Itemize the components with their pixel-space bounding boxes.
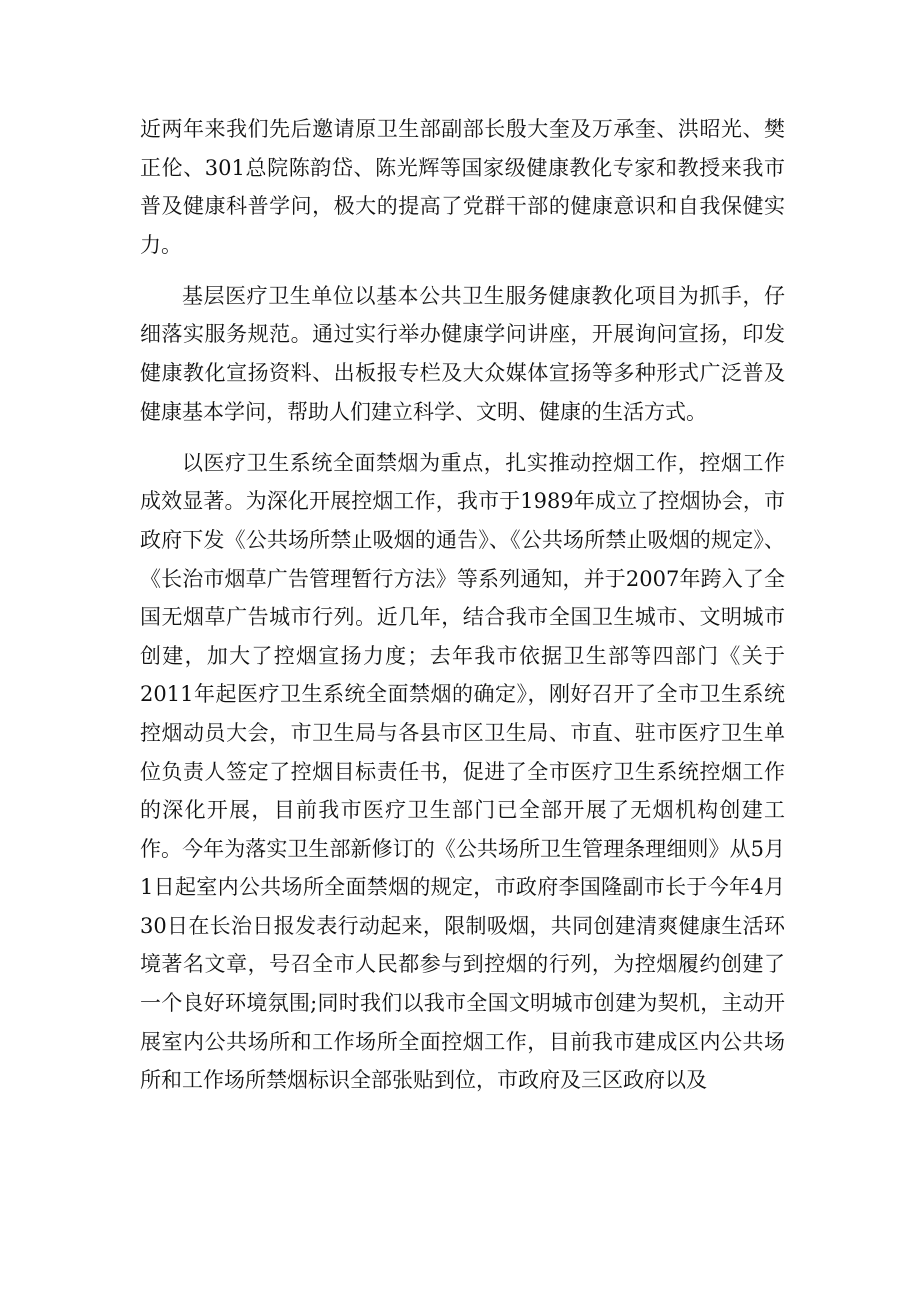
paragraph-grassroots-health-education: 基层医疗卫生单位以基本公共卫生服务健康教化项目为抓手，仔细落实服务规范。通过实行举办健康学问讲座，开展询问宣扬，印发健康教化宣扬资料、出板报专栏及大众媒体宣扬等多种形式广泛普及健康基本学问，帮助人们建立科学、文明、健康的生活方式。 <box>140 283 785 424</box>
paragraph-tobacco-control: 以医疗卫生系统全面禁烟为重点，扎实推动控烟工作，控烟工作成效显著。为深化开展控烟工作，我市于1989年成立了控烟协会，市政府下发《公共场所禁止吸烟的通告》、《公共场所禁止吸烟的规定》、《长治市烟草广告管理暂行方法》等系列通知，并于2007年跨入了全国无烟草广告城市行列。近几年，结合我市全国卫生城市、文明城市创建，加大了控烟宣扬力度；去年我市依据卫生部等四部门《关于2011年起医疗卫生系统全面禁烟的确定》，刚好召开了全市卫生系统控烟动员大会，市卫生局与各县市区卫生局、市直、驻市医疗卫生单位负责人签定了控烟目标责任书，促进了全市医疗卫生系统控烟工作的深化开展，目前我市医疗卫生部门已全部开展了无烟机构创建工作。今年为落实卫生部新修订的《公共场所卫生管理条理细则》从5月1日起室内公共场所全面禁烟的规定，市政府李国隆副市长于今年4月30日在长治日报发表行动起来，限制吸烟，共同创建清爽健康生活环境著名文章，号召全市人民都参与到控烟的行列，为控烟履约创建了一个良好环境氛围;同时我们以我市全国文明城市创建为契机，主动开展室内公共场所和工作场所全面控烟工作，目前我市建成区内公共场所和工作场所禁烟标识全部张贴到位，市政府及三区政府以及 <box>140 450 785 1093</box>
document-page <box>140 110 785 1112</box>
paragraph-invited-experts: 近两年来我们先后邀请原卫生部副部长殷大奎及万承奎、洪昭光、樊正伦、301总院陈韵岱、陈光辉等国家级健康教化专家和教授来我市普及健康科普学问，极大的提高了党群干部的健康意识和自我保健实力。 <box>140 117 785 257</box>
